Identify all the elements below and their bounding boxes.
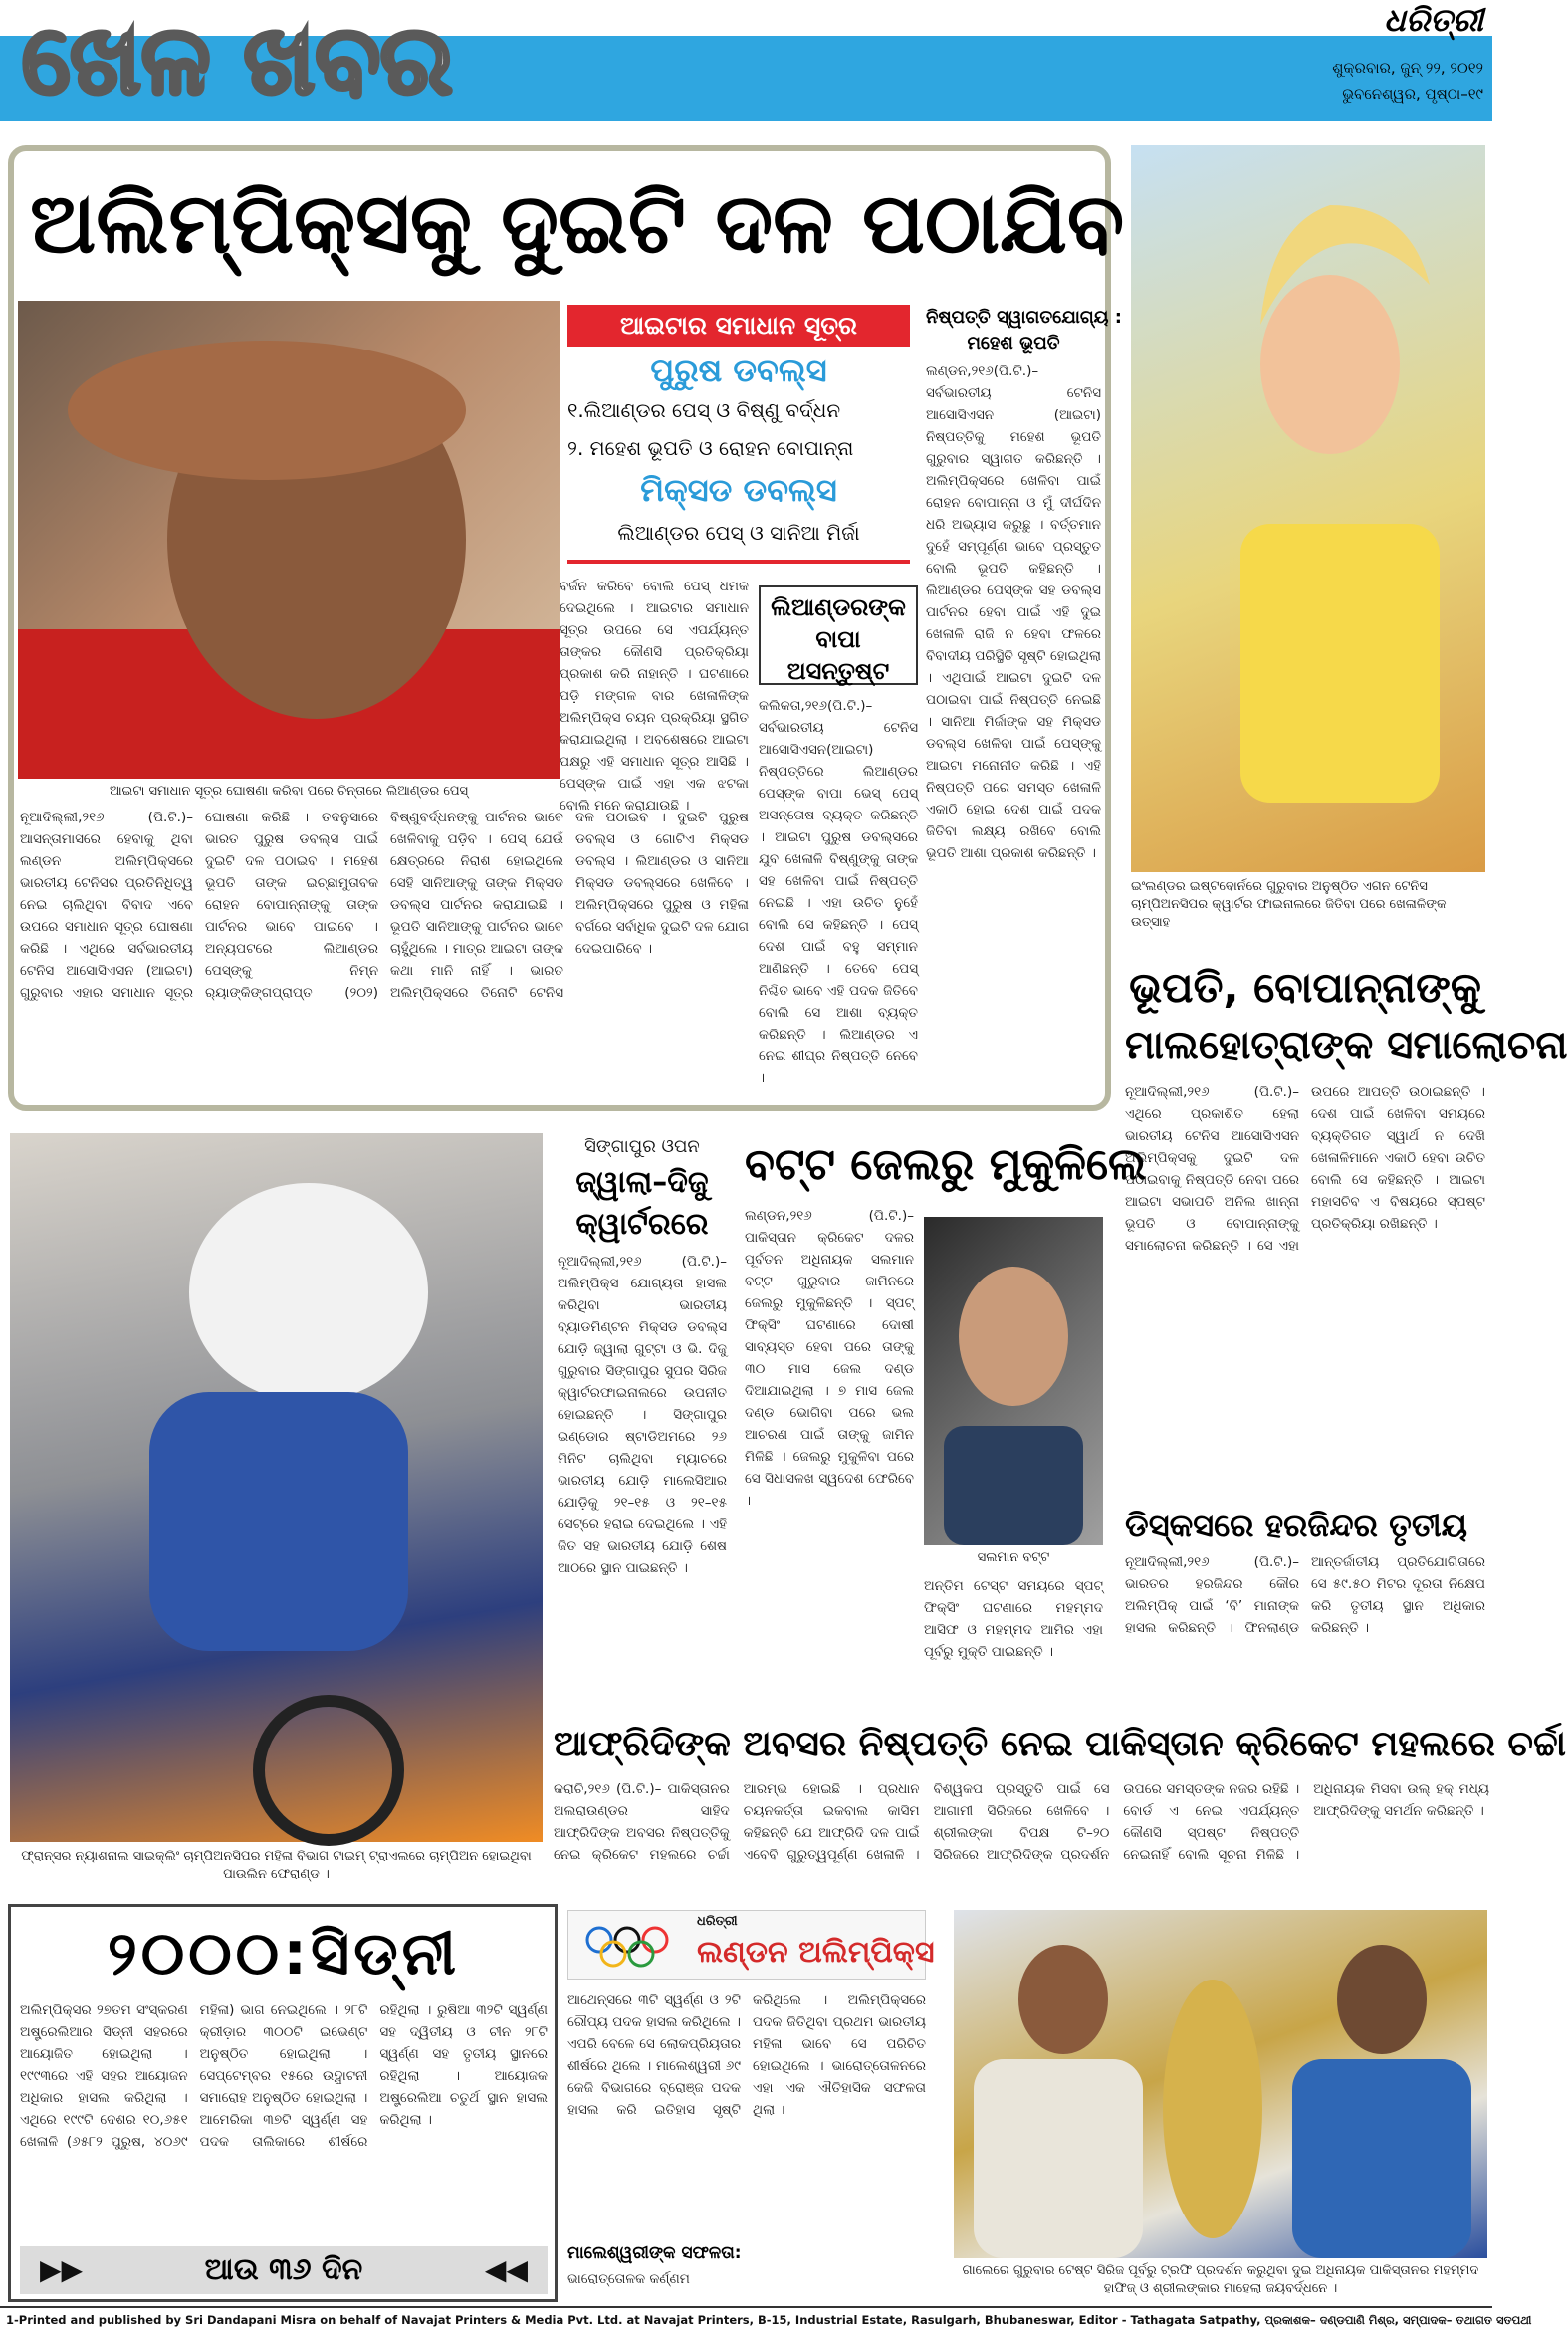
infobox-divider	[567, 560, 910, 564]
butt-photo-caption: ସଲମାନ ବଟ୍ଟ	[977, 1550, 1050, 1565]
countdown-right-arrows-icon: ◀◀	[484, 2253, 528, 2286]
lead-photo-caption: ଆଇଟା ସମାଧାନ ସୂତ୍ର ଘୋଷଣା କରିବା ପରେ ଚିନ୍ତାରେ ଲିଆଣ୍ଡର ପେସ୍	[109, 784, 469, 799]
sidebar-body: କଲିକତା,୨୧୬(ପି.ଟି.)– ସର୍ବଭାରତୀୟ ଟେନିସ ଆସୋସିଏସନ(ଆଇଟା) ନିଷ୍ପତ୍ତିରେ ଲିଆଣ୍ଡର ପେସ୍ଙ୍କ ବାପା ଭେସ୍ ପେସ୍ ଅସନ୍ତୋଷ ବ୍ୟକ୍ତ କରିଛନ୍ତି । ଆଇଟା ପୁରୁଷ ଡବଲ୍ସରେ ଯୁବ ଖେଳାଳି ବିଷ୍ଣୁଙ୍କୁ ତାଙ୍କ ସହ ଖେଳିବା ପାଇଁ ନିଷ୍ପତ୍ତି ନେଇଛି । ଏହା ଉଚିତ ନୁହେଁ ବୋଲି ସେ କହିଛନ୍ତି । ପେସ୍ ଦେଶ ପାଇଁ ବହୁ ସମ୍ମାନ ଆଣିଛନ୍ତି । ତେବେ ପେସ୍ ନିଶ୍ଚିତ ଭାବେ ଏହି ପଦକ ଜିତିବେ ବୋଲି ସେ ଆଶା ବ୍ୟକ୍ତ କରିଛନ୍ତି । ଲିଆଣ୍ଡର ଏ ନେଇ ଶୀଘ୍ର ନିଷ୍ପତ୍ତି ନେବେ ।	[759, 698, 918, 1086]
salman-butt-photo-icon	[924, 1217, 1103, 1545]
london-body: ଆଥେନ୍ସରେ ୩ଟି ସ୍ୱର୍ଣ୍ଣ ଓ ୨ଟି ରୌପ୍ୟ ପଦକ ହାସଲ କରିଥିଲେ । ଏପରି ବେଳେ ସେ ଲୋକପ୍ରିୟତାର ଶୀର୍ଷରେ ଥିଲେ । ମାଲେଶ୍ୱରୀ ୬୯ କେଜି ବିଭାଗରେ ବ୍ରୋଞ୍ଜ ପଦକ ହାସଲ କରି ଇତିହାସ ସୃଷ୍ଟି କରିଥିଲେ । ଅଲିମ୍ପିକ୍ସରେ ପଦକ ଜିତିଥିବା ପ୍ରଥମ ଭାରତୀୟ ମହିଳା ଭାବେ ସେ ପରିଚିତ ହୋଇଥିଲେ । ଭାରୋତ୍ତୋଳନରେ ଏହା ଏକ ଐତିହାସିକ ସଫଳତା ଥିଲା ।	[567, 1992, 926, 2118]
london-banner-small: ଧରିତ୍ରୀ	[697, 1914, 738, 1929]
trophy-caption: ଗାଲେରେ ଗୁରୁବାର ଟେଷ୍ଟ ସିରିଜ ପୂର୍ବରୁ ଟ୍ରଫି ପ୍ରଦର୍ଶନ କରୁଥିବା ଦୁଇ ଅଧିନାୟକ ପାକିସ୍ତାନର ମହମ୍ମଦ ହାଫିଜ୍ ଓ ଶ୍ରୀଲଙ୍କାର ମାହେଲା ଜୟବର୍ଦ୍ଧନେ ।	[962, 2263, 1479, 2296]
afridi-body: କରାଚି,୨୧୬ (ପି.ଟି.)– ପାକିସ୍ତାନର ଅଲରାଉଣ୍ଡର ସାହିଦ ଆଫ୍ରିଦିଙ୍କ ଅବସର ନିଷ୍ପତ୍ତିକୁ ନେଇ କ୍ରିକେଟ ମହଲରେ ଚର୍ଚ୍ଚା ଆରମ୍ଭ ହୋଇଛି । ପ୍ରଧାନ ଚୟନକର୍ତ୍ତା ଇକବାଲ କାସିମ କହିଛନ୍ତି ଯେ ଆଫ୍ରିଦି ଦଳ ପାଇଁ ଏବେବି ଗୁରୁତ୍ୱପୂର୍ଣ୍ଣ ଖେଳାଳି । ବିଶ୍ୱକପ ପ୍ରସ୍ତୁତି ପାଇଁ ସେ ଆଗାମୀ ସିରିଜରେ ଖେଳିବେ । ଶ୍ରୀଲଙ୍କା ବିପକ୍ଷ ଟି–୨୦ ସିରିଜରେ ଆଫ୍ରିଦିଙ୍କ ପ୍ରଦର୍ଶନ ଉପରେ ସମସ୍ତଙ୍କ ନଜର ରହିଛି । ବୋର୍ଡ ଏ ନେଇ ଏପର୍ଯ୍ୟନ୍ତ କୌଣସି ସ୍ପଷ୍ଟ ନିଷ୍ପତ୍ତି ନେଇନାହିଁ ବୋଲି ସୂଚନା ମିଳିଛି । ଅଧିନାୟକ ମିସବା ଉଲ୍ ହକ୍ ମଧ୍ୟ ଆଫ୍ରିଦିଙ୍କୁ ସମର୍ଥନ କରିଛନ୍ତି ।	[554, 1781, 1489, 1863]
cyclist-caption: ଫ୍ରାନ୍ସର ନ୍ୟାଶନାଲ ସାଇକ୍ଲିଂ ଚାମ୍ପିଅନସିପର ମହିଳା ବିଭାଗ ଟାଇମ୍ ଟ୍ରାଏଲରେ ଚାମ୍ପିଅନ ହୋଇଥିବା ପାଉଲିନ ଫେରାଣ୍ଡ ।	[21, 1849, 532, 1882]
bhupathi-body: ନୂଆଦିଲ୍ଲୀ,୨୧୬ (ପି.ଟି.)– ଏଥିରେ ପ୍ରକାଶିତ ହେଲା ଭାରତୀୟ ଟେନିସ ଆସୋସିଏସନ ଅଲିମ୍ପିକ୍ସକୁ ଦୁଇଟି ଦଳ ପଠାଇବାକୁ ନିଷ୍ପତ୍ତି ନେବା ପରେ ଆଇଟା ସଭାପତି ଅନିଲ ଖାନ୍ନା ଭୂପତି ଓ ବୋପାନ୍ନାଙ୍କୁ ସମାଲୋଚନା କରିଛନ୍ତି । ସେ ଏହା ଉପରେ ଆପତ୍ତି ଉଠାଇଛନ୍ତି । ଦେଶ ପାଇଁ ଖେଳିବା ସମୟରେ ବ୍ୟକ୍ତିଗତ ସ୍ୱାର୍ଥ ନ ଦେଖି ଖେଳାଳିମାନେ ଏକାଠି ହେବା ଉଚିତ ବୋଲି ସେ କହିଛନ୍ତି । ଆଇଟା ମହାସଚିବ ଏ ବିଷୟରେ ସ୍ପଷ୍ଟ ପ୍ରତିକ୍ରିୟା ରଖିଛନ୍ତି ।	[1125, 1084, 1485, 1254]
right-heading: ନିଷ୍ପତ୍ତି ସ୍ୱାଗତଯୋଗ୍ୟ :	[926, 307, 1122, 328]
london-subhead: ମାଲେଶ୍ୱରୀଙ୍କ ସଫଳତା:	[567, 2243, 742, 2263]
section-title: ଖେଳ ଖବର	[22, 4, 453, 116]
paper-name: ଧରିତ୍ରୀ	[1384, 1, 1483, 39]
footer-imprint: 1-Printed and published by Sri Dandapani Misra on behalf of Navajat Printers & Media Pvt. Ltd. at Navajat Printers, B-15, Industrial Estate, Rasulgarh, Bhubaneswar, Editor - Tathagata Satpathy, ପ୍ରକାଶକ– ଦଣ୍ଡପାଣି ମିଶ୍ର, ସମ୍ପାଦକ– ତଥାଗତ ସତପଥୀ	[6, 2313, 1532, 2327]
infobox-mixed-heading: ମିକ୍ସଡ ଡବଲ୍ସ	[640, 471, 837, 509]
afridi-headline: ଆଫ୍ରିଦିଙ୍କ ଅବସର ନିଷ୍ପତ୍ତି ନେଇ ପାକିସ୍ତାନ କ୍ରିକେଟ ମହଲରେ ଚର୍ଚ୍ଚା	[554, 1724, 1567, 1764]
jwala-kicker: ସିଙ୍ଗାପୁର ଓପନ	[584, 1136, 700, 1157]
infobox-pair-2: ୨. ମହେଶ ଭୂପତି ଓ ରୋହନ ବୋପାନ୍ନା	[567, 436, 854, 460]
bhupathi-headline-2: ମାଲହୋତ୍ରାଙ୍କ ସମାଲୋଚନା	[1125, 1023, 1568, 1068]
countdown-label: ଆଉ ୩୬ ଦିନ	[204, 2252, 363, 2287]
butt-headline: ବଟ୍ଟ ଜେଲରୁ ମୁକୁଳିଲେ	[745, 1139, 1147, 1190]
london-banner: ଲଣ୍ଡନ ଅଲିମ୍ପିକ୍ସ	[697, 1935, 935, 1970]
tennis-player-photo-icon	[1131, 145, 1485, 872]
place-page: ଭୁବନେଶ୍ୱର, ପୃଷ୍ଠା–୧୯	[1342, 85, 1483, 103]
sidebar-heading: ଲିଆଣ୍ଡରଙ୍କ ବାପା ଅସନ୍ତୁଷ୍ଟ	[759, 585, 918, 685]
infobox-title: ଆଇଟାର ସମାଧାନ ସୂତ୍ର	[567, 305, 910, 347]
right-author: ମହେଶ ଭୂପତି	[967, 333, 1060, 353]
jwala-body: ନୂଆଦିଲ୍ଲୀ,୨୧୬ (ପି.ଟି.)– ଅଲିମ୍ପିକ୍ସ ଯୋଗ୍ୟତା ହାସଲ କରିଥିବା ଭାରତୀୟ ବ୍ୟାଡମିଣ୍ଟନ ମିକ୍ସଡ ଡବଲ୍ସ ଯୋଡ଼ି ଜ୍ୱାଲା ଗୁଟ୍ଟା ଓ ଭି. ଦିଜୁ ଗୁରୁବାର ସିଙ୍ଗାପୁର ସୁପର ସିରିଜ କ୍ୱାର୍ଟରଫାଇନାଲରେ ଉପନୀତ ହୋଇଛନ୍ତି । ସିଙ୍ଗାପୁର ଇଣ୍ଡୋର ଷ୍ଟାଡିଅମରେ ୨୬ ମିନିଟ ଚାଲିଥିବା ମ୍ୟାଚରେ ଭାରତୀୟ ଯୋଡ଼ି ମାଲେସିଆର ଯୋଡ଼ିକୁ ୨୧–୧୫ ଓ ୨୧–୧୫ ସେଟ୍ରେ ହରାଇ ଦେଇଥିଲେ । ଏହି ଜିତ ସହ ଭାରତୀୟ ଯୋଡ଼ି ଶେଷ ଆଠରେ ସ୍ଥାନ ପାଇଛନ୍ତି ।	[558, 1254, 727, 1576]
lead-body-bottom: ନୂଆଦିଲ୍ଲୀ,୨୧୬ (ପି.ଟି.)– ଆସନ୍ତାମାସରେ ହେବାକୁ ଥିବା ଲଣ୍ଡନ ଅଲିମ୍ପିକ୍ସରେ ଭାରତୀୟ ଟେନିସର ପ୍ରତିନିଧିତ୍ୱ ନେଇ ଚାଲିଥିବା ବିବାଦ ଏବେ ଉପରେ ସମାଧାନ ସୂତ୍ର ଘୋଷଣା କରିଛି । ଏଥିରେ ସର୍ବଭାରତୀୟ ଟେନିସ ଆସୋସିଏସନ (ଆଇଟା) ଗୁରୁବାର ଏହାର ସମାଧାନ ସୂତ୍ର ଘୋଷଣା କରିଛି । ତଦନୁସାରେ ଭାରତ ପୁରୁଷ ଡବଲ୍ସ ପାଇଁ ଦୁଇଟି ଦଳ ପଠାଇବ । ମହେଶ ଭୂପତି ତାଙ୍କ ଇଚ୍ଛାମୁତାବକ ରୋହନ ବୋପାନ୍ନାଙ୍କୁ ତାଙ୍କ ପାର୍ଟନର ଭାବେ ପାଇବେ । ଅନ୍ୟପଟରେ ଲିଆଣ୍ଡର ପେସ୍ଙ୍କୁ ନିମ୍ନ ର‌୍ୟାଙ୍କିଙ୍ଗପ୍ରାପ୍ତ (୨୦୨) ବିଷ୍ଣୁବର୍ଦ୍ଧନଙ୍କୁ ପାର୍ଟନର ଭାବେ ଖେଳିବାକୁ ପଡ଼ିବ । ପେସ୍ ଯେଉଁ କ୍ଷେତ୍ରରେ ନିରାଶ ହୋଇଥିଲେ ସେହି ସାନିଆଙ୍କୁ ତାଙ୍କ ମିକ୍ସଡ ଡବଲ୍ସ ପାର୍ଟନର କରାଯାଇଛି । ଭୂପତି ସାନିଆଙ୍କୁ ପାର୍ଟନର ଭାବେ ଚାହୁଁଥିଲେ । ମାତ୍ର ଆଇଟା ତାଙ୍କ କଥା ମାନି ନାହିଁ । ଭାରତ ଅଲିମ୍ପିକ୍ସରେ ତିନୋଟି ଟେନିସ ଦଳ ପଠାଇବ । ଦୁଇଟି ପୁରୁଷ ଡବଲ୍ସ ଓ ଗୋଟିଏ ମିକ୍ସଡ ଡବଲ୍ସ । ଲିଆଣ୍ଡର ଓ ସାନିଆ ମିକ୍ସଡ ଡବଲ୍ସରେ ଖେଳିବେ । ଅଲିମ୍ପିକ୍ସରେ ପୁରୁଷ ଓ ମହିଳା ବର୍ଗରେ ସର୍ବାଧିକ ଦୁଇଟି ଦଳ ଯୋଗ ଦେଇପାରିବେ ।	[20, 810, 749, 1001]
leander-paes-photo-icon	[18, 301, 560, 779]
infobox-pair-1: ୧.ଲିଆଣ୍ଡର ପେସ୍ ଓ ବିଷ୍ଣୁ ବର୍ଦ୍ଧନ	[567, 398, 841, 422]
london-tail: ଭାରୋତ୍ତୋଳକ କର୍ଣ୍ଣମ	[567, 2271, 690, 2287]
infobox-mixed-pair: ଲିଆଣ୍ଡର ପେସ୍ ଓ ସାନିଆ ମିର୍ଜା	[617, 521, 860, 545]
discus-headline: ଡିସ୍କସରେ ହରଜିନ୍ଦର ତୃତୀୟ	[1125, 1507, 1468, 1544]
trophy-photo-icon	[954, 1910, 1487, 2258]
butt-body: ଲଣ୍ଡନ,୨୧୬ (ପି.ଟି.)– ପାକିସ୍ତାନ କ୍ରିକେଟ ଦଳର ପୂର୍ବତନ ଅଧିନାୟକ ସଲମାନ ବଟ୍ଟ ଗୁରୁବାର ଜାମିନରେ ଜେଲରୁ ମୁକୁଳିଛନ୍ତି । ସ୍ପଟ୍ ଫିକ୍ସିଂ ଘଟଣାରେ ଦୋଷୀ ସାବ୍ୟସ୍ତ ହେବା ପରେ ତାଙ୍କୁ ୩୦ ମାସ ଜେଲ ଦଣ୍ଡ ଦିଆଯାଇଥିଲା । ୭ ମାସ ଜେଲ ଦଣ୍ଡ ଭୋଗିବା ପରେ ଭଲ ଆଚରଣ ପାଇଁ ତାଙ୍କୁ ଜାମିନ ମିଳିଛି । ଜେଲରୁ ମୁକୁଳିବା ପରେ ସେ ସିଧାସଳଖ ସ୍ୱଦେଶ ଫେରିବେ ।	[745, 1208, 914, 1509]
sydney-body: ଅଲିମ୍ପିକ୍ସର ୨୭ତମ ସଂସ୍କରଣ ଅଷ୍ଟ୍ରେଲିଆର ସିଡ୍ନୀ ସହରରେ ଆୟୋଜିତ ହୋଇଥିଲା । ୧୯୯୩ରେ ଏହି ସହର ଆୟୋଜନ ଅଧିକାର ହାସଲ କରିଥିଲା । ଏଥିରେ ୧୯୯ଟି ଦେଶର ୧୦,୬୫୧ ଖେଳାଳି (୬୫୮୨ ପୁରୁଷ, ୪୦୬୯ ମହିଳା) ଭାଗ ନେଇଥିଲେ । ୨୮ଟି କ୍ରୀଡ଼ାର ୩୦୦ଟି ଇଭେଣ୍ଟ ଅନୁଷ୍ଠିତ ହୋଇଥିଲା । ସେପ୍ଟେମ୍ବର ୧୫ରେ ଉଦ୍ଘାଟନୀ ସମାରୋହ ଅନୁଷ୍ଠିତ ହୋଇଥିଲା । ଆମେରିକା ୩୭ଟି ସ୍ୱର୍ଣ୍ଣ ସହ ପଦକ ତାଲିକାରେ ଶୀର୍ଷରେ ରହିଥିଲା । ରୁଷିଆ ୩୨ଟି ସ୍ୱର୍ଣ୍ଣ ସହ ଦ୍ୱିତୀୟ ଓ ଚୀନ ୨୮ଟି ସ୍ୱର୍ଣ୍ଣ ସହ ତୃତୀୟ ସ୍ଥାନରେ ରହିଥିଲା । ଆୟୋଜକ ଅଷ୍ଟ୍ରେଲିଆ ଚତୁର୍ଥ ସ୍ଥାନ ହାସଲ କରିଥିଲା ।	[20, 2002, 548, 2150]
cyclist-photo-icon	[10, 1133, 543, 1842]
discus-body: ନୂଆଦିଲ୍ଲୀ,୨୧୬ (ପି.ଟି.)– ଭାରତର ହରଜିନ୍ଦର କୌର ଅଲିମ୍ପିକ୍ ପାଇଁ ‘ବି’ ମାନାଙ୍କ ହାସଲ କରିଛନ୍ତି । ଫିନଲାଣ୍ଡ ଆନ୍ତର୍ଜାତୀୟ ପ୍ରତିଯୋଗିତାରେ ସେ ୫୯.୫୦ ମିଟର ଦୂରତା ନିକ୍ଷେପ କରି ତୃତୀୟ ସ୍ଥାନ ଅଧିକାର କରିଛନ୍ତି ।	[1125, 1554, 1485, 1636]
date-line: ଶୁକ୍ରବାର, ଜୁନ୍ ୨୨, ୨୦୧୨	[1332, 59, 1483, 77]
countdown-left-arrows-icon: ▶▶	[40, 2253, 84, 2286]
lead-headline: ଅଲିମ୍ପିକ୍ସକୁ ଦୁଇଟି ଦଳ ପଠାଯିବ	[30, 174, 1125, 272]
olympic-rings-icon	[579, 1924, 689, 1968]
footer-rule	[0, 2306, 1492, 2308]
jwala-headline-1: ଜ୍ୱାଲା–ଦିଜୁ	[575, 1165, 709, 1200]
jwala-headline-2: କ୍ୱାର୍ଟରରେ	[575, 1207, 709, 1242]
sydney-headline: ୨୦୦୦:ସିଡ୍ନୀ	[107, 1919, 461, 1988]
tennis-photo-caption: ଇଂଲଣ୍ଡର ଇଷ୍ଟବୋର୍ନରେ ଗୁରୁବାର ଅନୁଷ୍ଠିତ ଏଗନ ଟେନିସ ଚାମ୍ପିଅନସିପର କ୍ୱାର୍ଟର ଫାଇନାଲରେ ଜିତିବା ପରେ ଖେଳାଳିଙ୍କ ଉତ୍ସାହ	[1131, 879, 1447, 930]
lead-body-middle: ବର୍ଜନ କରିବେ ବୋଲି ପେସ୍ ଧମକ ଦେଇଥିଲେ । ଆଇଟାର ସମାଧାନ ସୂତ୍ର ଉପରେ ସେ ଏପର୍ଯ୍ୟନ୍ତ ତାଙ୍କର କୌଣସି ପ୍ରତିକ୍ରିୟା ପ୍ରକାଶ କରି ନାହାନ୍ତି । ଘଟଣାରେ ପଡ଼ି ମଙ୍ଗଳ ବାର ଖେଳାଳିଙ୍କ ଅଲିମ୍ପିକ୍ସ ଚୟନ ପ୍ରକ୍ରିୟା ସ୍ଥଗିତ କରାଯାଇଥିଲା । ଅବଶେଷରେ ଆଇଟା ପକ୍ଷରୁ ଏହି ସମାଧାନ ସୂତ୍ର ଆସିଛି । ପେସ୍ଙ୍କ ପାଇଁ ଏହା ଏକ ଝଟକା ବୋଲି ମନେ କରାଯାଉଛି ।	[560, 579, 749, 814]
infobox-men-heading: ପୁରୁଷ ଡବଲ୍ସ	[650, 351, 827, 389]
bhupathi-headline-1: ଭୂପତି, ବୋପାନ୍ନାଙ୍କୁ	[1129, 963, 1481, 1012]
butt-body-bottom: ଅନ୍ତିମ ଟେସ୍ଟ ସମୟରେ ସ୍ପଟ୍ ଫିକ୍ସିଂ ଘଟଣାରେ ମହମ୍ମଦ ଆସିଫ ଓ ମହମ୍ମଦ ଆମିର ଏହା ପୂର୍ବରୁ ମୁକ୍ତି ପାଇଛନ୍ତି ।	[924, 1578, 1103, 1660]
right-body: ଲଣ୍ଡନ,୨୧୬(ପି.ଟି.)– ସର୍ବଭାରତୀୟ ଟେନିସ ଆସୋସିଏସନ (ଆଇଟା) ନିଷ୍ପତ୍ତିକୁ ମହେଶ ଭୂପତି ଗୁରୁବାର ସ୍ୱାଗତ କରିଛନ୍ତି । ଅଲିମ୍ପିକ୍ସରେ ଖେଳିବା ପାଇଁ ରୋହନ ବୋପାନ୍ନା ଓ ମୁଁ ଦୀର୍ଘଦିନ ଧରି ଅଭ୍ୟାସ କରୁଛୁ । ବର୍ତ୍ତମାନ ଦୁହେଁ ସମ୍ପୂର୍ଣ୍ଣ ଭାବେ ପ୍ରସ୍ତୁତ ବୋଲି ଭୂପତି କହିଛନ୍ତି । ଲିଆଣ୍ଡର ପେସ୍ଙ୍କ ସହ ଡବଲ୍ସ ପାର୍ଟନର ହେବା ପାଇଁ ଏହି ଦୁଇ ଖେଳାଳି ରାଜି ନ ହେବା ଫଳରେ ବିବାଦୀୟ ପରିସ୍ଥିତି ସୃଷ୍ଟି ହୋଇଥିଲା । ଏଥିପାଇଁ ଆଇଟା ଦୁଇଟି ଦଳ ପଠାଇବା ପାଇଁ ନିଷ୍ପତ୍ତି ନେଇଛି । ସାନିଆ ମିର୍ଜାଙ୍କ ସହ ମିକ୍ସଡ ଡବଲ୍ସ ଖେଳିବା ପାଇଁ ପେସ୍ଙ୍କୁ ଆଇଟା ମନୋନୀତ କରିଛି । ଏହି ନିଷ୍ପତ୍ତି ପରେ ସମସ୍ତ ଖେଳାଳି ଏକାଠି ହୋଇ ଦେଶ ପାଇଁ ପଦକ ଜିତିବା ଲକ୍ଷ୍ୟ ରଖିବେ ବୋଲି ଭୂପତି ଆଶା ପ୍ରକାଶ କରିଛନ୍ତି ।	[926, 363, 1101, 861]
